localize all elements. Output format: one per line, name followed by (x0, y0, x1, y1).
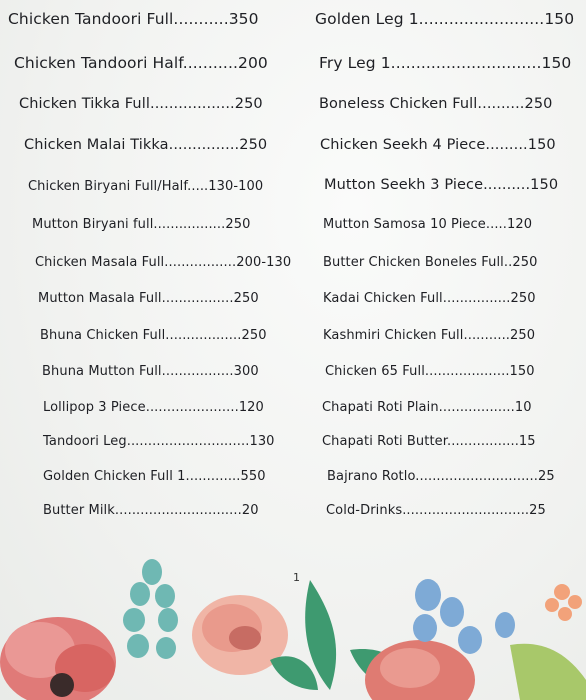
menu-item-butter-chicken-boneless: Butter Chicken Boneles Full..250 (323, 255, 538, 270)
menu-item-chicken-seekh: Chicken Seekh 4 Piece.........150 (320, 137, 556, 153)
floral-decoration (0, 550, 586, 700)
orange-flower-icon (545, 584, 582, 621)
menu-item-chicken-65-full: Chicken 65 Full....................150 (325, 364, 535, 379)
menu-item-cold-drinks: Cold-Drinks..............................25 (326, 503, 546, 518)
menu-item-bhuna-mutton-full: Bhuna Mutton Full.................300 (42, 364, 259, 379)
menu-item-mutton-masala-full: Mutton Masala Full.................250 (38, 291, 259, 306)
menu-item-lollipop: Lollipop 3 Piece......................120 (43, 400, 264, 415)
menu-item-kashmiri-chicken-full: Kashmiri Chicken Full...........250 (323, 328, 536, 343)
menu-item-chapati-roti-butter: Chapati Roti Butter.................15 (322, 434, 536, 449)
menu-item-kadai-chicken-full: Kadai Chicken Full................250 (323, 291, 536, 306)
menu-item-golden-chicken-full: Golden Chicken Full 1.............550 (43, 469, 266, 484)
menu-item-chicken-tikka-full: Chicken Tikka Full..................250 (19, 96, 263, 112)
menu-item-golden-leg: Golden Leg 1.........................150 (315, 10, 575, 28)
red-flower-center-icon (365, 640, 475, 700)
menu-item-bajrano-rotlo: Bajrano Rotlo.............................25 (327, 469, 555, 484)
menu-item-mutton-seekh: Mutton Seekh 3 Piece..........150 (324, 177, 559, 193)
menu-item-chicken-biryani: Chicken Biryani Full/Half.....130-100 (28, 179, 264, 194)
menu-item-chicken-tandoori-full: Chicken Tandoori Full...........350 (8, 10, 259, 28)
red-flower-left-icon (0, 617, 116, 700)
menu-item-bhuna-chicken-full: Bhuna Chicken Full..................250 (40, 328, 267, 343)
menu-item-fry-leg: Fry Leg 1..............................150 (319, 54, 572, 72)
menu-item-chicken-malai-tikka: Chicken Malai Tikka...............250 (24, 137, 268, 153)
page-number: 1 (293, 571, 300, 584)
menu-item-mutton-biryani: Mutton Biryani full.................250 (32, 217, 251, 232)
menu-item-tandoori-leg: Tandoori Leg.............................130 (43, 434, 275, 449)
menu-item-boneless-chicken-full: Boneless Chicken Full..........250 (319, 96, 553, 112)
menu-item-chicken-masala-full: Chicken Masala Full.................200-130 (35, 255, 292, 270)
menu-item-chapati-roti-plain: Chapati Roti Plain..................10 (322, 400, 532, 415)
menu-item-mutton-samosa: Mutton Samosa 10 Piece.....120 (323, 217, 533, 232)
menu-item-butter-milk: Butter Milk..............................20 (43, 503, 259, 518)
menu-item-chicken-tandoori-half: Chicken Tandoori Half...........200 (14, 54, 268, 72)
